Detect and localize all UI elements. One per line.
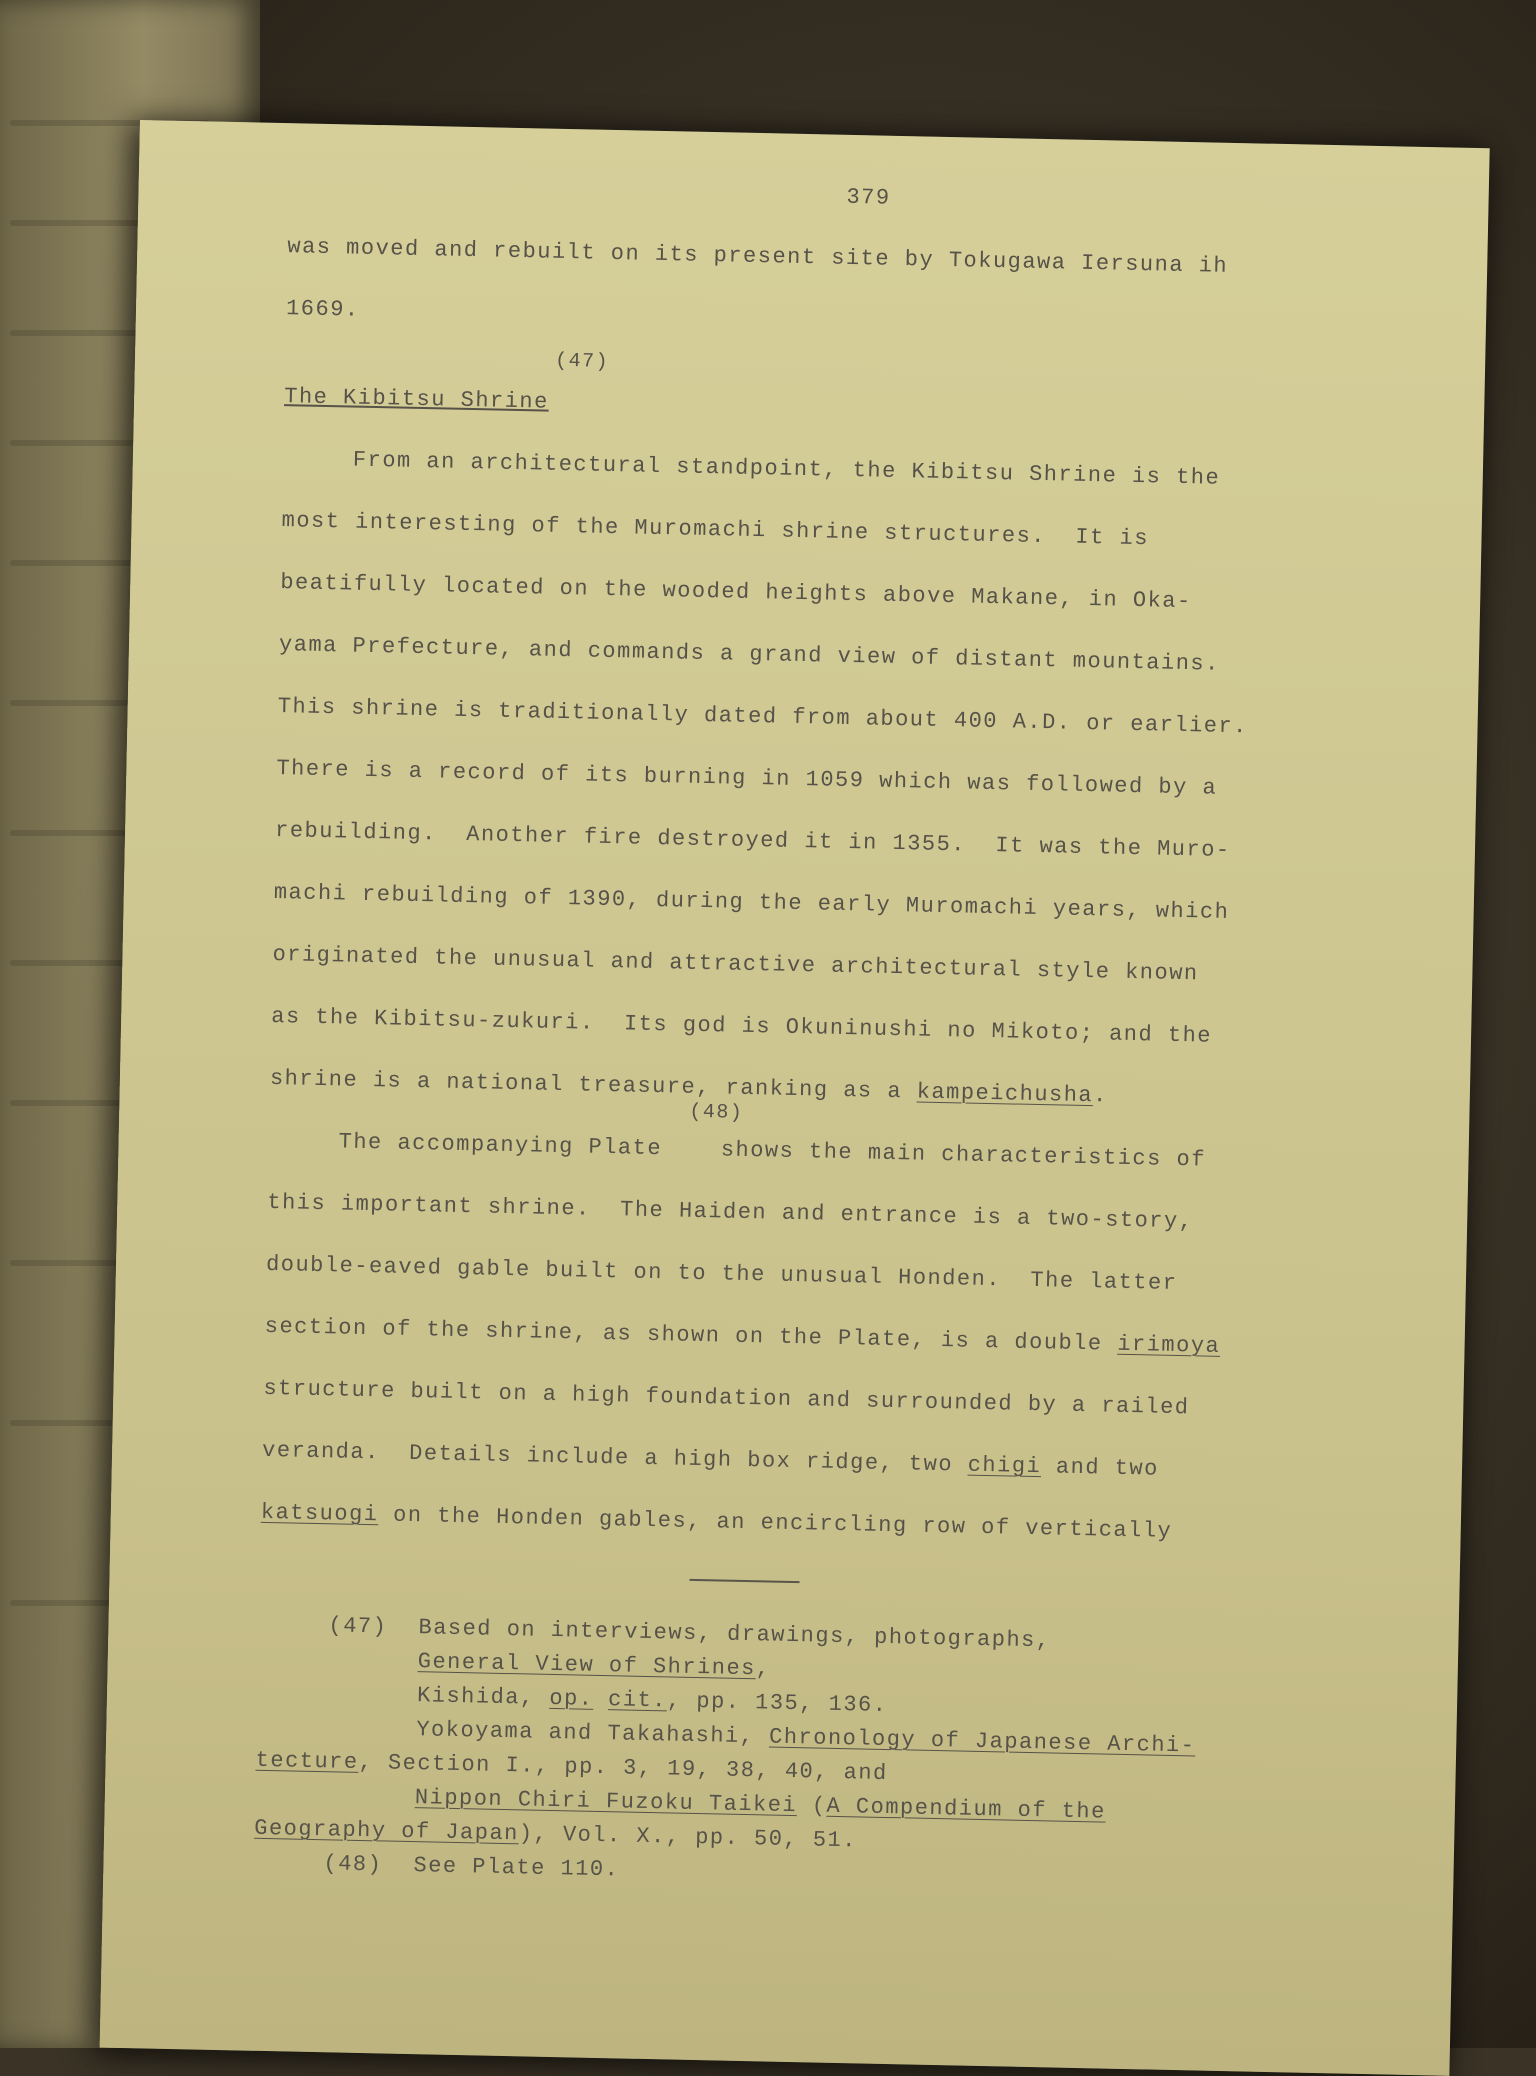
text-line: structure built on a high foundation and surrounded by a railed [263, 1375, 1190, 1421]
text-line: originated the unusual and attractive architectural style known [272, 941, 1199, 987]
footnote-divider [690, 1579, 800, 1583]
text-segment [593, 1687, 608, 1712]
page-number: 379 [846, 184, 891, 211]
text-line: machi rebuilding of 1390, during the early Muromachi years, which [273, 879, 1230, 925]
text-line: There is a record of its burning in 1059 which was followed by a [276, 756, 1218, 801]
text-segment: ), Vol. X., pp. 50, 51. [518, 1821, 858, 1854]
underlined-title: A Compendium of the [826, 1793, 1107, 1825]
text-segment: on the Honden gables, an encircling row of vertically [378, 1502, 1173, 1544]
text-segment: section of the shrine, as shown on the Plate, is a double [264, 1313, 1118, 1357]
text-segment: shrine is a national treasure, ranking as a [269, 1065, 917, 1105]
underlined-title: Geography of Japan [253, 1815, 520, 1847]
text-segment: , Section I., pp. 3, 19, 38, 40, and [358, 1749, 889, 1787]
text-segment: Yokoyama and Takahashi, [416, 1717, 770, 1750]
underlined-title: tecture [255, 1747, 359, 1775]
underlined-term: katsuogi [260, 1499, 379, 1528]
text-line: this important shrine. The Haiden and entrance is a two-story, [267, 1189, 1194, 1235]
typewritten-page [100, 120, 1490, 2076]
text-segment: Kishida, [416, 1683, 550, 1711]
text-line: yama Prefecture, and commands a grand view of distant mountains. [278, 632, 1221, 677]
text-segment: ( [796, 1793, 827, 1819]
underlined-title: Nippon Chiri Fuzoku Taikei [414, 1785, 798, 1819]
text-line: rebuilding. Another fire destroyed it in 1355. It was the Muro- [274, 817, 1231, 863]
footnote-ref: (47) [554, 349, 610, 374]
footnote-number: (47) [328, 1613, 388, 1640]
page-content [253, 173, 1329, 1901]
underlined-title: General View of Shrines [417, 1649, 757, 1682]
underlined-term: op. [549, 1685, 594, 1712]
text-segment: veranda. Details include a high box ridge, two [261, 1437, 968, 1478]
underlined-title: Chronology of Japanese Archi- [768, 1724, 1196, 1759]
text-line: The accompanying Plate shows the main characteristics of [338, 1129, 1207, 1173]
text-line: This shrine is traditionally dated from about 400 A.D. or earlier. [277, 694, 1249, 740]
footnote-number: (48) [323, 1851, 383, 1878]
heading-text: The Kibitsu Shrine [283, 384, 550, 415]
text-line: beatifully located on the wooded heights above Makane, in Oka- [280, 570, 1192, 615]
underlined-term: irimoya [1117, 1331, 1221, 1359]
footnote-text: Based on interviews, drawings, photographs, [418, 1615, 1051, 1654]
underlined-term: chigi [967, 1452, 1042, 1480]
underlined-term: kampeichusha [916, 1079, 1094, 1109]
text-line: double-eaved gable built on to the unusual Honden. The latter [265, 1251, 1178, 1296]
text-line: 1669. [285, 296, 360, 323]
text-line: From an architectural standpoint, the Kibitsu Shrine is the [352, 447, 1221, 491]
underlined-term: cit. [607, 1687, 668, 1714]
text-segment: , pp. 135, 136. [666, 1688, 888, 1718]
text-segment: . [1092, 1083, 1109, 1109]
text-segment: , [755, 1656, 771, 1682]
footnote-ref: (48) [689, 1100, 744, 1125]
text-line: most interesting of the Muromachi shrine structures. It is [281, 508, 1150, 552]
text-line: was moved and rebuilt on its present site by Tokugawa Iersuna ih [287, 234, 1229, 279]
text-line: as the Kibitsu-zukuri. Its god is Okuninushi no Mikoto; and the [270, 1003, 1213, 1049]
footnote-text: See Plate 110. [413, 1853, 620, 1883]
text-segment: and two [1040, 1454, 1160, 1482]
